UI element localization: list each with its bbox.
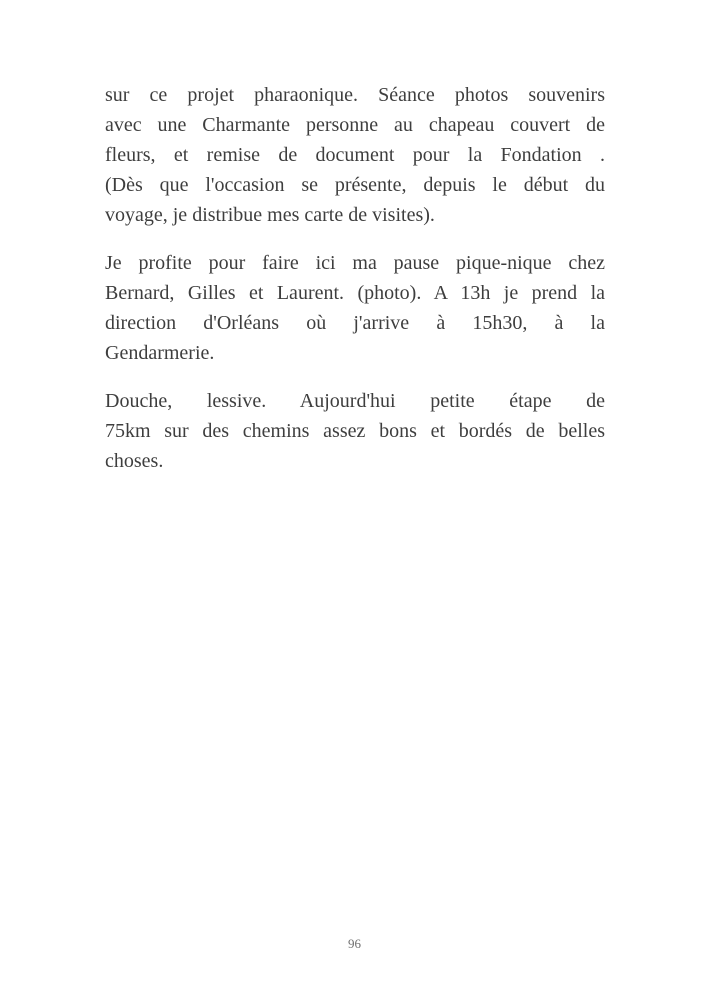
paragraph [105, 248, 605, 368]
text-line: Douche, lessive. Aujourd'hui petite étape de [105, 390, 605, 412]
text-line: Je profite pour faire ici ma pause pique-nique chez [105, 252, 605, 274]
text-line: 75km sur des chemins assez bons et bordés de belles [105, 420, 605, 442]
page-number: 96 [348, 936, 361, 951]
text-line: sur ce projet pharaonique. Séance photos souvenirs [105, 84, 605, 106]
text-line: direction d'Orléans où j'arrive à 15h30, à la [105, 312, 605, 334]
text-line: Bernard, Gilles et Laurent. (photo). A 13h je prend la [105, 282, 605, 304]
text-line: Gendarmerie. [105, 342, 215, 364]
text-line: avec une Charmante personne au chapeau couvert de [105, 114, 605, 136]
text-line: fleurs, et remise de document pour la Fondation . [105, 144, 605, 166]
text-line: choses. [105, 450, 164, 472]
paragraph [105, 80, 605, 230]
page-text [105, 80, 605, 494]
paragraph [105, 386, 605, 476]
text-line: voyage, je distribue mes carte de visites). [105, 204, 435, 226]
text-line: (Dès que l'occasion se présente, depuis le début du [105, 174, 605, 196]
